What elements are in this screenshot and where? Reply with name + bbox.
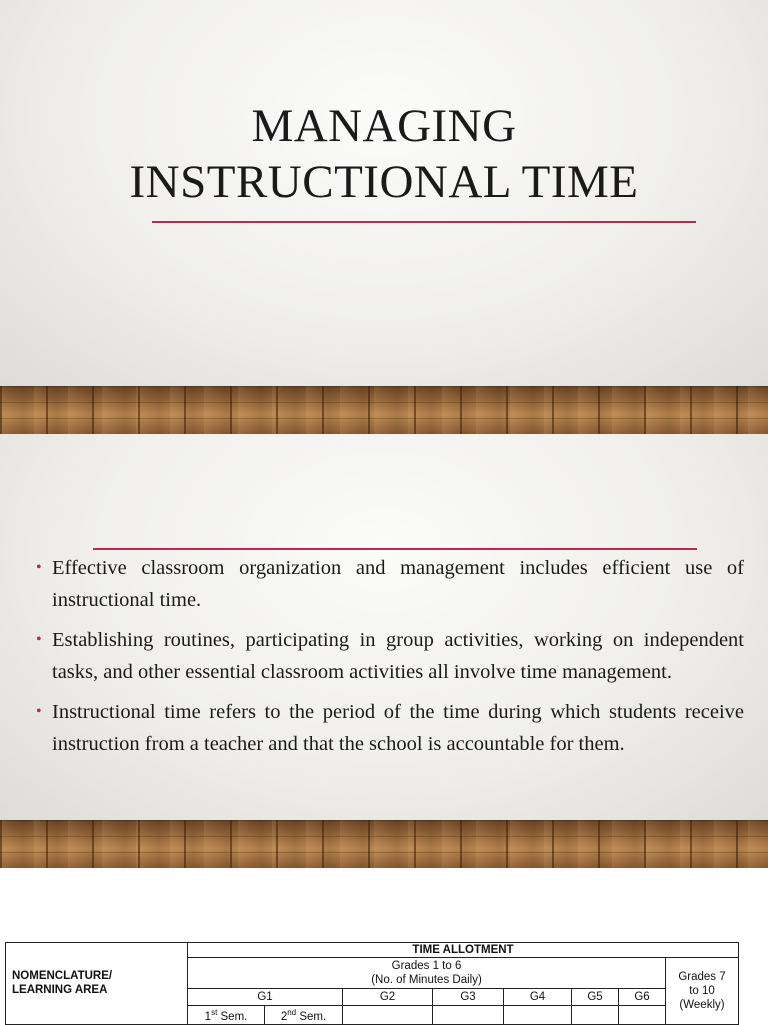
grade-g1-header: G1 [188,989,343,1006]
grades-7-10-header: Grades 7 to 10 (Weekly) [666,958,739,1025]
grade-g3-header: G3 [433,989,504,1006]
wood-floor-band [0,820,768,868]
grade-g5-header: G5 [572,989,619,1006]
title-divider [152,221,696,223]
grade-g4-header: G4 [504,989,572,1006]
bullet-item [36,624,744,688]
bullet-icon: • [36,631,42,648]
title-line-2: INSTRUCTIONAL TIME [129,156,639,208]
nomenclature-header: NOMENCLATURE/ LEARNING AREA [6,943,188,1025]
grade-g6-header: G6 [619,989,666,1006]
empty-cell [619,1006,666,1025]
empty-cell [433,1006,504,1025]
time-allotment-table-section [0,868,768,1024]
bullet-item [36,552,744,616]
grade-g2-header: G2 [343,989,433,1006]
empty-cell [504,1006,572,1025]
content-slide [0,434,768,820]
wood-floor-band [0,386,768,434]
empty-cell [572,1006,619,1025]
bullet-text: Effective classroom organization and management includes efficient use of instructional time. [52,557,744,611]
bullet-item [36,696,744,760]
empty-cell [343,1006,433,1025]
bullet-text: Establishing routines, participating in group activities, working on independent tasks, and other essential classroom activities all involve time management. [52,629,744,683]
content-divider [93,548,697,550]
title-line-1: MANAGING [251,100,517,152]
time-allotment-table [5,942,739,1025]
bullet-icon: • [36,703,42,720]
bullet-text: Instructional time refers to the period of the time during which students receive instruction from a teacher and that the school is accountable for them. [52,701,744,755]
second-sem-header: 2nd Sem. [265,1006,343,1025]
first-sem-header: 1st Sem. [188,1006,265,1025]
bullet-list [36,552,744,768]
slide-title [0,98,768,210]
grades-1-6-header: Grades 1 to 6 (No. of Minutes Daily) [188,958,666,989]
bullet-icon: • [36,559,42,576]
time-allotment-header: TIME ALLOTMENT [188,943,739,958]
title-slide [0,0,768,386]
